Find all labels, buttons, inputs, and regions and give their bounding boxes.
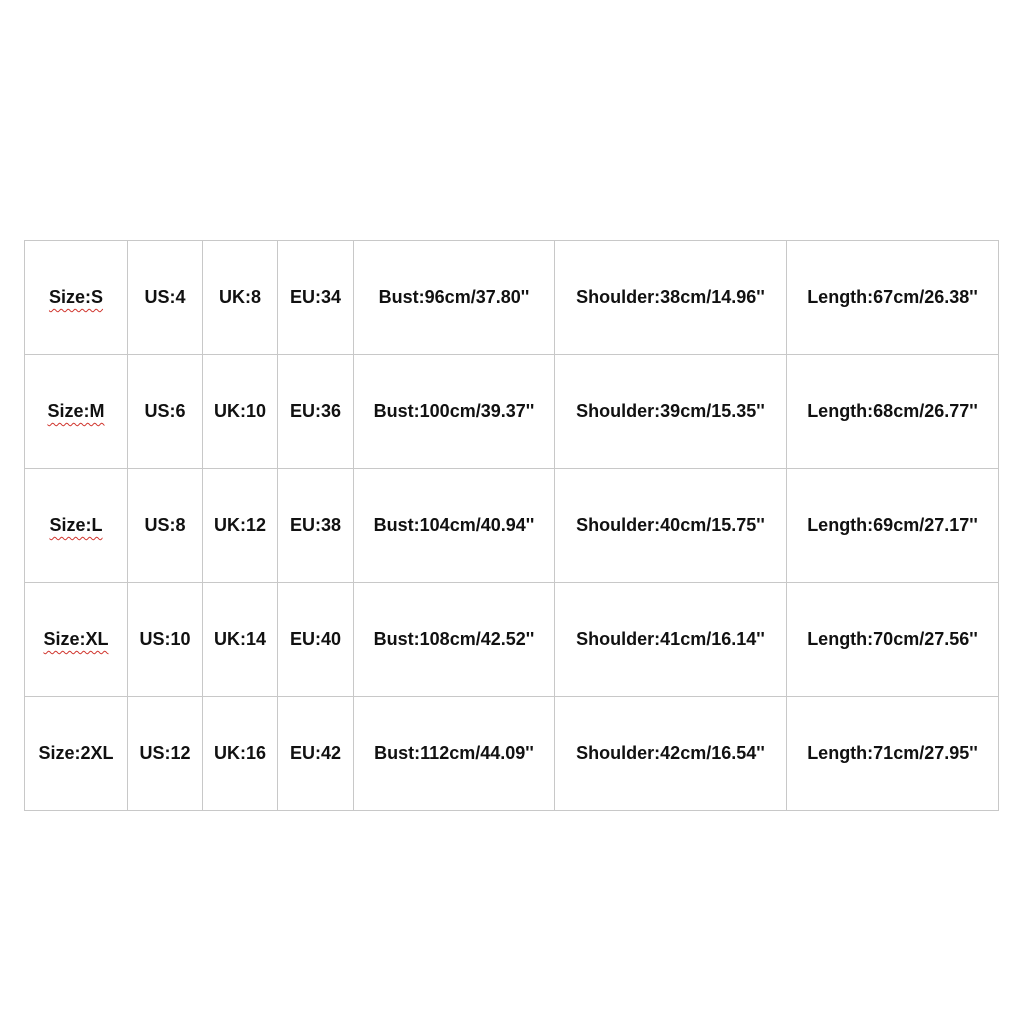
size-cell — [25, 355, 128, 469]
eu-size-cell: EU:36 — [278, 355, 354, 469]
size-label: Size:S — [48, 287, 104, 307]
length-cell: Length:67cm/26.38'' — [787, 241, 999, 355]
size-cell — [25, 583, 128, 697]
size-label: Size:L — [49, 515, 103, 535]
length-cell: Length:71cm/27.95'' — [787, 697, 999, 811]
size-row-s — [25, 241, 999, 355]
size-chart-table — [24, 240, 999, 811]
shoulder-cell: Shoulder:38cm/14.96'' — [555, 241, 787, 355]
size-row-2xl — [25, 697, 999, 811]
size-row-l — [25, 469, 999, 583]
size-cell — [25, 469, 128, 583]
uk-size-cell: UK:12 — [203, 469, 278, 583]
length-cell: Length:68cm/26.77'' — [787, 355, 999, 469]
uk-size-cell: UK:14 — [203, 583, 278, 697]
shoulder-cell: Shoulder:39cm/15.35'' — [555, 355, 787, 469]
uk-size-cell: UK:10 — [203, 355, 278, 469]
bust-cell: Bust:100cm/39.37'' — [354, 355, 555, 469]
size-cell: Size:2XL — [25, 697, 128, 811]
size-label: Size:M — [47, 401, 105, 421]
shoulder-cell: Shoulder:41cm/16.14'' — [555, 583, 787, 697]
size-label: Size:XL — [43, 629, 109, 649]
us-size-cell: US:12 — [128, 697, 203, 811]
uk-size-cell: UK:8 — [203, 241, 278, 355]
size-cell — [25, 241, 128, 355]
size-row-m — [25, 355, 999, 469]
eu-size-cell: EU:42 — [278, 697, 354, 811]
shoulder-cell: Shoulder:40cm/15.75'' — [555, 469, 787, 583]
bust-cell: Bust:108cm/42.52'' — [354, 583, 555, 697]
uk-size-cell: UK:16 — [203, 697, 278, 811]
eu-size-cell: EU:40 — [278, 583, 354, 697]
eu-size-cell: EU:38 — [278, 469, 354, 583]
us-size-cell: US:4 — [128, 241, 203, 355]
length-cell: Length:69cm/27.17'' — [787, 469, 999, 583]
shoulder-cell: Shoulder:42cm/16.54'' — [555, 697, 787, 811]
length-cell: Length:70cm/27.56'' — [787, 583, 999, 697]
us-size-cell: US:10 — [128, 583, 203, 697]
bust-cell: Bust:104cm/40.94'' — [354, 469, 555, 583]
us-size-cell: US:8 — [128, 469, 203, 583]
bust-cell: Bust:96cm/37.80'' — [354, 241, 555, 355]
size-row-xl — [25, 583, 999, 697]
us-size-cell: US:6 — [128, 355, 203, 469]
eu-size-cell: EU:34 — [278, 241, 354, 355]
bust-cell: Bust:112cm/44.09'' — [354, 697, 555, 811]
